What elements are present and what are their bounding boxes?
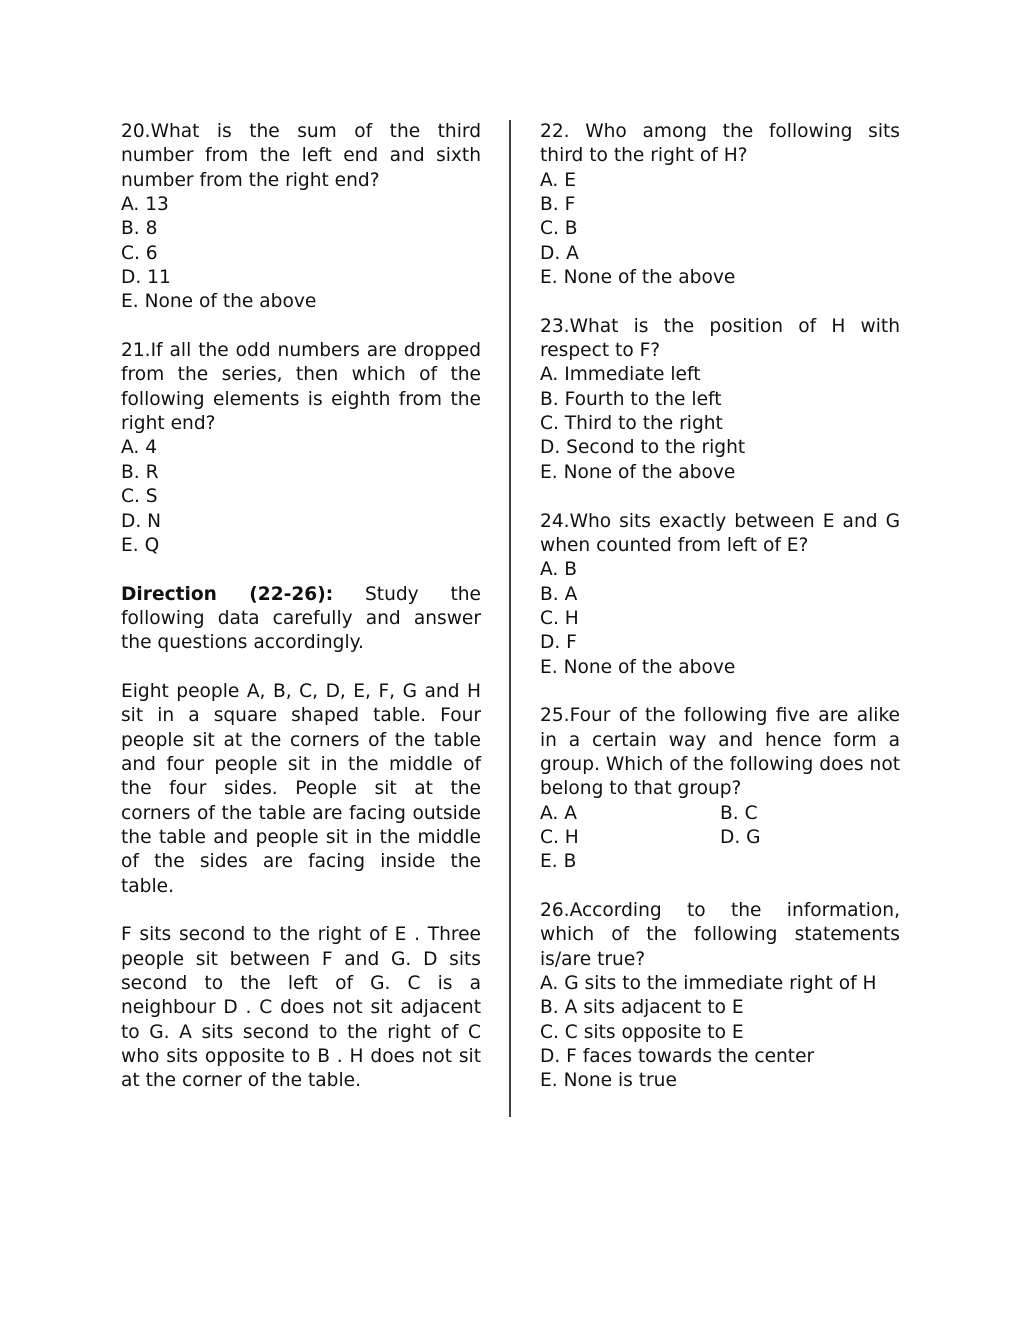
- setup-paragraph: Eight people A, B, C, D, E, F, G and H sit in a square shaped table. Four people sit at the corners of the table and four people sit in the middle of the four sides. People sit at the corners of the table are facing outside the table and people sit in the middle of the sides are facing inside the table.: [121, 680, 481, 897]
- question-26: [540, 899, 900, 1094]
- option-d: D. G: [720, 826, 761, 848]
- option-b: B. R: [121, 461, 159, 483]
- option-c: C. H: [540, 607, 579, 629]
- option-e: E. None of the above: [121, 291, 317, 313]
- option-b: B. C: [720, 802, 758, 824]
- question-24: [540, 510, 900, 680]
- setup-paragraph-block: [121, 680, 481, 899]
- clues-paragraph: F sits second to the right of E . Three people sit between F and G. D sits second to the left of G. C is a neighbour D . C does not sit adjacent to G. A sits second to the right of C who sits opposite to B . H does not sit at the corner of the table.: [121, 924, 481, 1092]
- question-stem: 21.If all the odd numbers are dropped from the series, then which of the following elements is eighth from the right end?: [121, 340, 481, 435]
- option-b: B. Fourth to the left: [540, 388, 722, 410]
- question-stem: 22. Who among the following sits third to the right of H?: [540, 121, 900, 167]
- direction-instructions: Study the following data carefully and answer the questions accordingly.: [121, 583, 481, 654]
- option-a: A. Immediate left: [540, 364, 701, 386]
- question-stem: 24.Who sits exactly between E and G when counted from left of E?: [540, 510, 900, 556]
- question-stem: 25.Four of the following five are alike in a certain way and hence form a group. Which of the following does not belong to that group?: [540, 705, 900, 800]
- option-a: A. B: [540, 559, 577, 581]
- options-grid: [540, 802, 900, 875]
- clues-paragraph-block: [121, 923, 481, 1093]
- question-25: [540, 704, 900, 874]
- option-e: E. None is true: [540, 1070, 677, 1092]
- option-b: B. A sits adjacent to E: [540, 997, 744, 1019]
- option-e: E. None of the above: [540, 461, 736, 483]
- option-d: D. Second to the right: [540, 437, 746, 459]
- option-d: D. N: [121, 510, 162, 532]
- option-c: C. S: [121, 486, 158, 508]
- option-a: A. E: [540, 169, 576, 191]
- question-stem: 23.What is the position of H with respect to F?: [540, 315, 900, 362]
- question-stem: 20.What is the sum of the third number from the left end and sixth number from the right end?: [121, 121, 481, 191]
- option-e: E. B: [540, 851, 577, 873]
- option-a: A. A: [540, 802, 577, 824]
- question-21: [121, 339, 481, 558]
- option-c: C. B: [540, 218, 578, 240]
- option-e: E. None of the above: [540, 267, 736, 289]
- option-d: D. A: [540, 242, 579, 264]
- option-e: E. None of the above: [540, 656, 736, 678]
- direction-label: Direction (22-26):: [121, 583, 334, 605]
- option-a: A. G sits to the immediate right of H: [540, 973, 877, 995]
- option-a: A. 13: [121, 194, 169, 216]
- option-b: B. 8: [121, 218, 158, 240]
- option-b: B. A: [540, 583, 578, 605]
- question-stem: 26.According to the information, which of the following statements is/are true?: [540, 900, 900, 970]
- question-22: [540, 120, 900, 290]
- direction-text: [121, 583, 481, 656]
- column-divider: [509, 120, 511, 1117]
- option-c: C. C sits opposite to E: [540, 1021, 744, 1043]
- question-20: [121, 120, 481, 315]
- direction-block: [121, 583, 481, 656]
- option-e: E. Q: [121, 534, 160, 556]
- option-d: D. F faces towards the center: [540, 1046, 815, 1068]
- option-d: D. 11: [121, 267, 171, 289]
- option-c: C. 6: [121, 242, 158, 264]
- right-column: [540, 120, 900, 1118]
- option-d: D. F: [540, 632, 577, 654]
- option-c: C. Third to the right: [540, 413, 723, 435]
- option-b: B. F: [540, 194, 576, 216]
- question-23: [540, 315, 900, 485]
- option-a: A. 4: [121, 437, 158, 459]
- option-c: C. H: [540, 826, 579, 848]
- left-column: [121, 120, 481, 1118]
